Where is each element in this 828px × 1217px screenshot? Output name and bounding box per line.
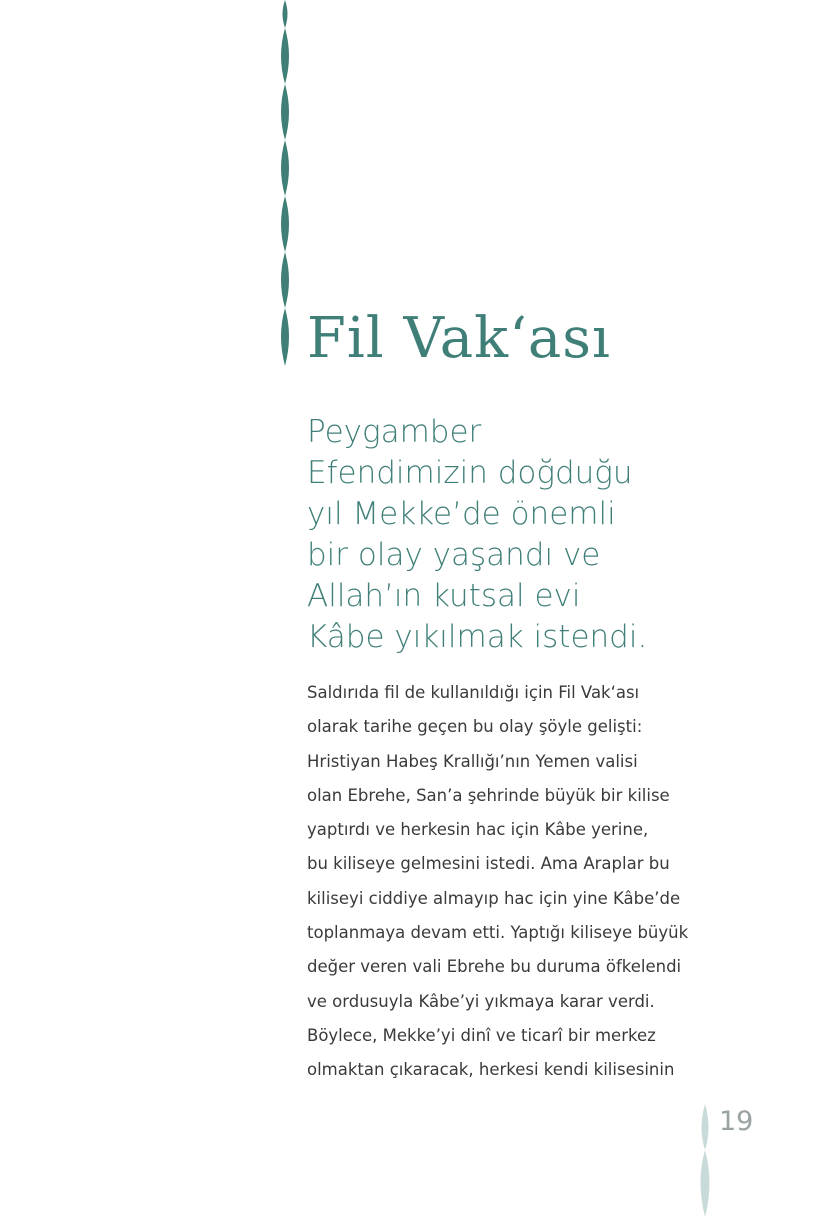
body-line: bu kiliseye gelmesini istedi. Ama Araplar bu: [307, 854, 670, 874]
body-line: Saldırıda fil de kullanıldığı için Fil Vak‘ası: [307, 683, 640, 702]
body-line: olmaktan çıkaracak, herkesi kendi kilisesinin: [307, 1060, 675, 1080]
decorative-bead-line: [274, 0, 296, 370]
body-line: toplanmaya devam etti. Yaptığı kiliseye büyük: [307, 923, 689, 943]
body-line: olarak tarihe geçen bu olay şöyle gelişti:: [307, 717, 643, 737]
body-line: yaptırdı ve herkesin hac için Kâbe yerine,: [307, 820, 649, 840]
body-paragraph: [307, 676, 707, 1088]
body-line: Hristiyan Habeş Krallığı’nın Yemen valisi: [307, 751, 638, 771]
lead-line: Kâbe yıkılmak istendi.: [307, 619, 648, 655]
body-line: Böylece, Mekke’yi dinî ve ticarî bir merkez: [307, 1025, 656, 1045]
body-line: ve ordusuyla Kâbe’yi yıkmaya karar verdi.: [307, 991, 655, 1011]
lead-line: Peygamber: [307, 414, 482, 450]
lead-line: Efendimizin doğduğu: [307, 455, 633, 491]
page-title: Fil Vak‘ası: [307, 306, 611, 371]
lead-line: Allah’ın kutsal evi: [307, 578, 581, 614]
page-number: 19: [719, 1106, 754, 1137]
decorative-bead-footer: [694, 1100, 716, 1217]
body-line: kiliseyi ciddiye almayıp hac için yine Kâbe’de: [307, 888, 681, 908]
lead-line: bir olay yaşandı ve: [307, 537, 601, 573]
body-line: olan Ebrehe, San’a şehrinde büyük bir kilise: [307, 785, 670, 805]
lead-line: yıl Mekke’de önemli: [307, 496, 616, 532]
lead-paragraph: [307, 412, 687, 658]
body-line: değer veren vali Ebrehe bu duruma öfkelendi: [307, 957, 682, 977]
